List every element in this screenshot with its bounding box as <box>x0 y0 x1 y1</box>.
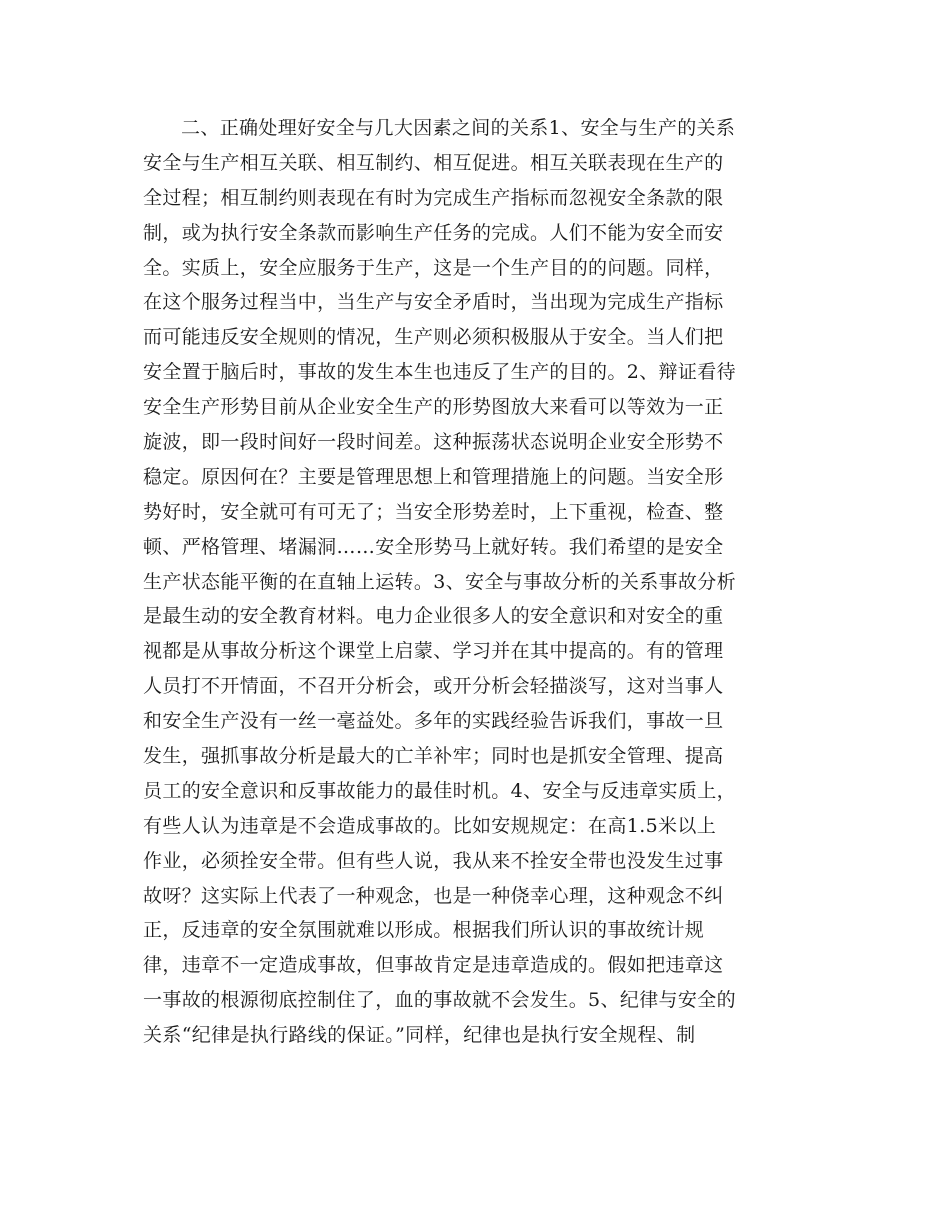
text-line: 旋波，即一段时间好一段时间差。这种振荡状态说明企业安全形势不 <box>143 431 724 454</box>
text-line: 二、正确处理好安全与几大因素之间的关系1、安全与生产的关系 <box>181 117 736 139</box>
text-line: 正，反违章的安全氛围就难以形成。根据我们所认识的事故统计规 <box>143 919 705 942</box>
text-line: 安全置于脑后时，事故的发生本生也违反了生产的目的。2、辩证看待 <box>143 361 736 384</box>
text-line: 顿、严格管理、堵漏洞……安全形势马上就好转。我们希望的是安全 <box>143 535 724 558</box>
text-line: 势好时，安全就可有可无了；当安全形势差时，上下重视，检查、整 <box>143 500 724 523</box>
text-line: 在这个服务过程当中，当生产与安全矛盾时，当出现为完成生产指标 <box>143 291 724 314</box>
text-line: 制，或为执行安全条款而影响生产任务的完成。人们不能为安全而安 <box>143 221 724 244</box>
text-line: 而可能违反安全规则的情况，生产则必须积极服从于安全。当人们把 <box>143 326 724 349</box>
text-line: 全过程；相互制约则表现在有时为完成生产指标而忽视安全条款的限 <box>143 186 724 209</box>
text-line: 视都是从事故分析这个课堂上启蒙、学习并在其中提高的。有的管理 <box>143 640 724 663</box>
text-line: 安全生产形势目前从企业安全生产的形势图放大来看可以等效为一正 <box>143 396 724 419</box>
text-line: 一事故的根源彻底控制住了，血的事故就不会发生。5、纪律与安全的 <box>143 989 736 1012</box>
text-line: 员工的安全意识和反事故能力的最佳时机。4、安全与反违章实质上， <box>143 779 736 802</box>
text-line: 和安全生产没有一丝一毫益处。多年的实践经验告诉我们，事故一旦 <box>143 710 724 733</box>
text-line: 稳定。原因何在？主要是管理思想上和管理措施上的问题。当安全形 <box>143 465 724 488</box>
text-line: 关系“纪律是执行路线的保证。”同样，纪律也是执行安全规程、制 <box>143 1024 696 1047</box>
text-line: 故呀？这实际上代表了一种观念，也是一种侥幸心理，这种观念不纠 <box>143 884 724 907</box>
body-text <box>143 111 813 1053</box>
text-line: 安全与生产相互关联、相互制约、相互促进。相互关联表现在生产的 <box>143 151 724 174</box>
text-line: 生产状态能平衡的在直轴上运转。3、安全与事故分析的关系事故分析 <box>143 570 736 593</box>
text-line: 作业，必须拴安全带。但有些人说，我从来不拴安全带也没发生过事 <box>143 849 724 872</box>
text-line: 人员打不开情面，不召开分析会，或开分析会轻描淡写，这对当事人 <box>143 675 724 698</box>
text-line: 是最生动的安全教育材料。电力企业很多人的安全意识和对安全的重 <box>143 605 724 628</box>
text-line: 全。实质上，安全应服务于生产，这是一个生产目的的问题。同样， <box>143 256 724 279</box>
text-line: 有些人认为违章是不会造成事故的。比如安规规定：在高1.5米以上 <box>143 814 717 837</box>
text-line: 律，违章不一定造成事故，但事故肯定是违章造成的。假如把违章这 <box>143 954 724 977</box>
text-line: 发生，强抓事故分析是最大的亡羊补牢；同时也是抓安全管理、提高 <box>143 745 724 768</box>
